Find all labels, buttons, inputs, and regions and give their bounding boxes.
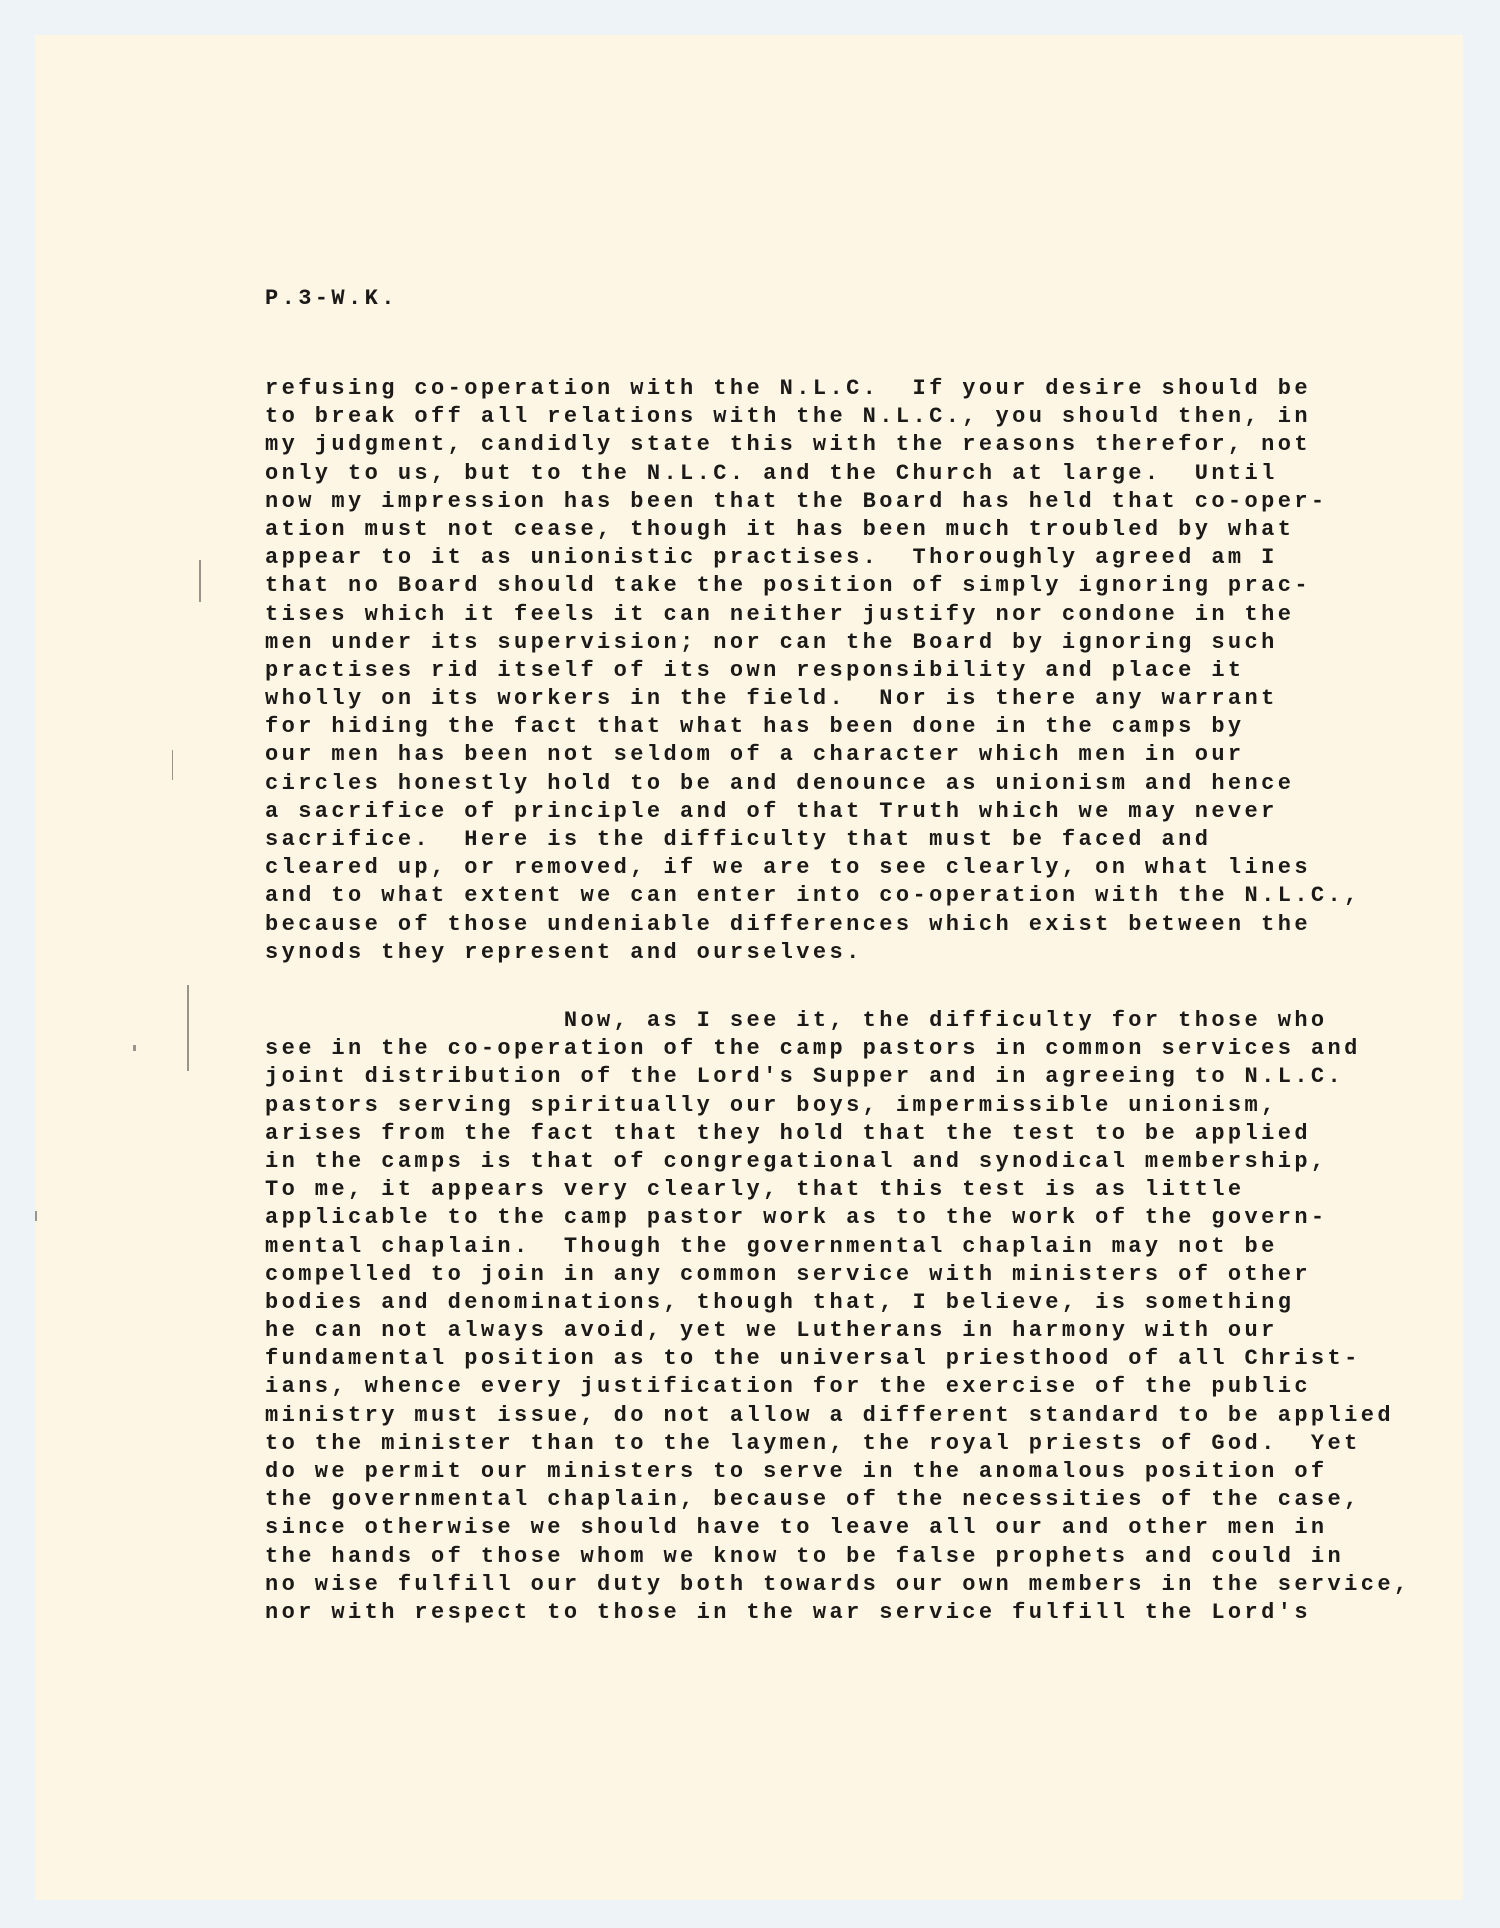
margin-pencil-mark bbox=[187, 985, 189, 1071]
text-line: applicable to the camp pastor work as to the work of the govern- bbox=[265, 1205, 1328, 1231]
text-line: see in the co-operation of the camp pastors in common services and bbox=[265, 1036, 1361, 1062]
page-header: P.3-W.K. bbox=[265, 286, 398, 311]
text-line: compelled to join in any common service with ministers of other bbox=[265, 1261, 1311, 1287]
text-line: only to us, but to the N.L.C. and the Church at large. Until bbox=[265, 460, 1278, 486]
text-line: ians, whence every justification for the exercise of the public bbox=[265, 1374, 1311, 1400]
text-line: circles honestly hold to be and denounce as unionism and hence bbox=[265, 770, 1295, 796]
text-line: tises which it feels it can neither justify nor condone in the bbox=[265, 601, 1295, 627]
margin-pencil-mark bbox=[199, 560, 201, 602]
text-line: To me, it appears very clearly, that this test is as little bbox=[265, 1177, 1245, 1203]
paragraph bbox=[265, 1007, 1411, 1627]
text-line: cleared up, or removed, if we are to see clearly, on what lines bbox=[265, 855, 1311, 881]
text-line: appear to it as unionistic practises. Thoroughly agreed am I bbox=[265, 545, 1278, 571]
text-line: in the camps is that of congregational and synodical membership, bbox=[265, 1148, 1328, 1174]
text-line: bodies and denominations, though that, I believe, is something bbox=[265, 1289, 1295, 1315]
text-line: ation must not cease, though it has been much troubled by what bbox=[265, 516, 1295, 542]
text-line: now my impression has been that the Board has held that co-oper- bbox=[265, 488, 1328, 514]
text-line: sacrifice. Here is the difficulty that must be faced and bbox=[265, 827, 1212, 852]
text-line: refusing co-operation with the N.L.C. If your desire should be bbox=[265, 376, 1311, 401]
text-line: to the minister than to the laymen, the royal priests of God. Yet bbox=[265, 1430, 1361, 1456]
text-line: ministry must issue, do not allow a different standard to be applied bbox=[265, 1402, 1394, 1428]
text-line: because of those undeniable differences which exist between the bbox=[265, 911, 1311, 937]
text-line: wholly on its workers in the field. Nor is there any warrant bbox=[265, 686, 1278, 712]
text-line: for hiding the fact that what has been done in the camps by bbox=[265, 714, 1245, 740]
text-line: to break off all relations with the N.L.C., you should then, in bbox=[265, 404, 1311, 430]
text-line: my judgment, candidly state this with the reasons therefor, not bbox=[265, 432, 1311, 458]
margin-pencil-mark bbox=[172, 750, 173, 780]
text-line: a sacrifice of principle and of that Truth which we may never bbox=[265, 798, 1278, 824]
text-line: Now, as I see it, the difficulty for those who bbox=[265, 1008, 1328, 1033]
text-line: our men has been not seldom of a character which men in our bbox=[265, 742, 1245, 768]
text-line: mental chaplain. Though the governmental chaplain may not be bbox=[265, 1233, 1278, 1259]
text-line: men under its supervision; nor can the Board by ignoring such bbox=[265, 629, 1278, 655]
text-line: practises rid itself of its own responsibility and place it bbox=[265, 657, 1245, 683]
text-line: no wise fulfill our duty both towards our own members in the service, bbox=[265, 1571, 1411, 1597]
document-page bbox=[35, 35, 1463, 1900]
text-line: and to what extent we can enter into co-operation with the N.L.C., bbox=[265, 883, 1361, 909]
text-line: since otherwise we should have to leave all our and other men in bbox=[265, 1515, 1328, 1541]
text-line: synods they represent and ourselves. bbox=[265, 939, 863, 965]
text-line: do we permit our ministers to serve in the anomalous position of bbox=[265, 1459, 1328, 1484]
text-line: the hands of those whom we know to be false prophets and could in bbox=[265, 1543, 1345, 1569]
text-line: fundamental position as to the universal priesthood of all Christ- bbox=[265, 1346, 1361, 1372]
text-line: arises from the fact that they hold that the test to be applied bbox=[265, 1120, 1311, 1146]
text-line: pastors serving spiritually our boys, impermissible unionism, bbox=[265, 1092, 1278, 1118]
text-line: nor with respect to those in the war service fulfill the Lord's bbox=[265, 1599, 1311, 1625]
text-line: that no Board should take the position of simply ignoring prac- bbox=[265, 573, 1311, 599]
text-line: joint distribution of the Lord's Supper and in agreeing to N.L.C. bbox=[265, 1064, 1345, 1090]
margin-pencil-mark bbox=[133, 1045, 136, 1051]
paragraph bbox=[265, 375, 1361, 967]
margin-pencil-mark bbox=[35, 1211, 37, 1221]
text-line: he can not always avoid, yet we Lutherans in harmony with our bbox=[265, 1318, 1278, 1344]
text-line: the governmental chaplain, because of the necessities of the case, bbox=[265, 1487, 1361, 1513]
